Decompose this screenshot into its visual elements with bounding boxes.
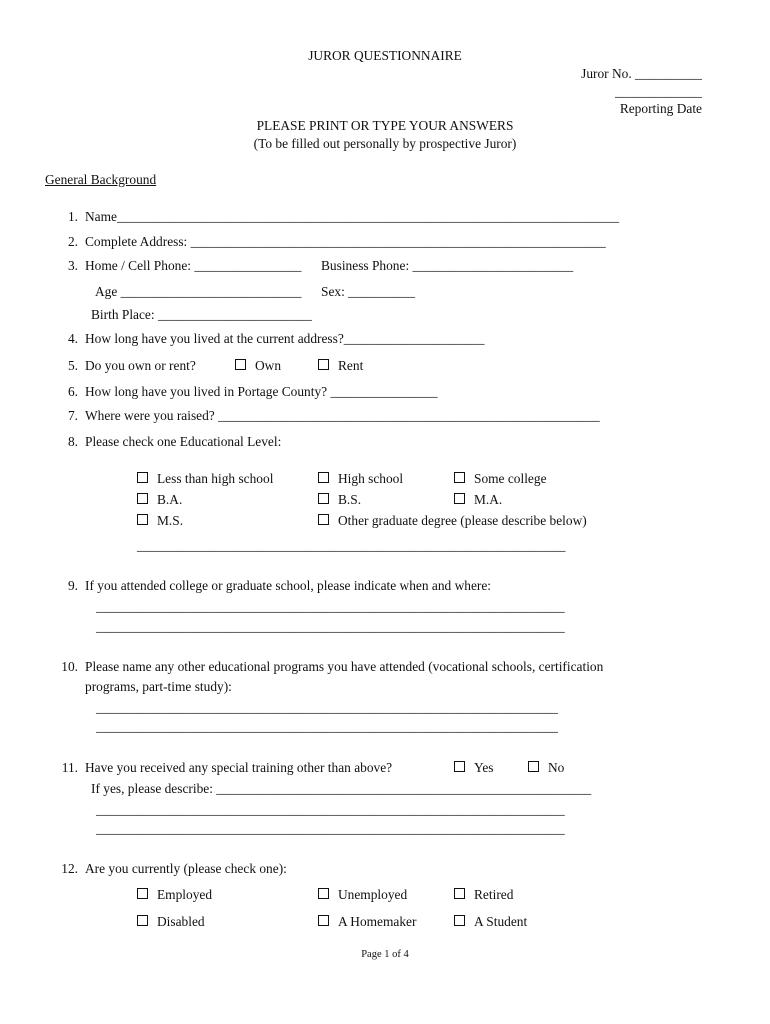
q12-number: 12. — [61, 861, 78, 876]
q5-own-option[interactable]: Own — [235, 358, 281, 374]
checkbox-rent[interactable] — [318, 359, 329, 370]
checkbox[interactable] — [137, 915, 148, 926]
q11-describe-field[interactable]: If yes, please describe: ________________________________________________________ — [91, 781, 592, 796]
q12-question: Are you currently (please check one): — [85, 861, 287, 876]
reporting-date-line[interactable]: _____________ — [614, 84, 702, 99]
checkbox[interactable] — [137, 888, 148, 899]
q3-birth-place-field[interactable]: Birth Place: _______________________ — [91, 307, 312, 322]
q9-answer-line-1[interactable]: ______________________________________________________________________ — [96, 599, 565, 614]
q3-business-phone-field[interactable]: Business Phone: ________________________ — [321, 258, 574, 273]
q11-number: 11. — [61, 760, 78, 775]
q3-age-field[interactable]: Age ___________________________ — [95, 284, 302, 299]
q1-name-field[interactable]: Name___________________________________________________________________________ — [85, 209, 620, 224]
q11-answer-line-1[interactable]: ______________________________________________________________________ — [96, 802, 565, 817]
q10-question-line-1: Please name any other educational programs you have attended (vocational schools, certification — [85, 659, 604, 674]
q11-no-option[interactable]: No — [528, 760, 564, 776]
q5-number: 5. — [67, 358, 78, 373]
checkbox[interactable] — [137, 514, 148, 525]
q6-number: 6. — [67, 384, 78, 399]
edu-option-other-graduate[interactable]: Other graduate degree (please describe below) — [318, 513, 587, 529]
checkbox[interactable] — [454, 915, 465, 926]
checkbox[interactable] — [137, 472, 148, 483]
checkbox[interactable] — [318, 888, 329, 899]
document-title: JUROR QUESTIONNAIRE — [308, 48, 462, 63]
edu-option-high-school[interactable]: High school — [318, 471, 403, 487]
checkbox-no[interactable] — [528, 761, 539, 772]
checkbox[interactable] — [318, 915, 329, 926]
q10-answer-line-1[interactable]: _____________________________________________________________________ — [96, 700, 558, 715]
employment-option-homemaker[interactable]: A Homemaker — [318, 914, 416, 930]
q5-rent-option[interactable]: Rent — [318, 358, 363, 374]
q10-question-line-2: programs, part-time study): — [85, 679, 232, 694]
q6-county-duration-field[interactable]: How long have you lived in Portage County? ________________ — [85, 384, 438, 399]
edu-option-less-than-high-school[interactable]: Less than high school — [137, 471, 273, 487]
q2-number: 2. — [67, 234, 78, 249]
q10-number: 10. — [61, 659, 78, 674]
q4-number: 4. — [67, 331, 78, 346]
q8-question: Please check one Educational Level: — [85, 434, 282, 449]
edu-option-ms[interactable]: M.S. — [137, 513, 183, 529]
employment-option-employed[interactable]: Employed — [137, 887, 212, 903]
reporting-date-label: Reporting Date — [619, 101, 702, 116]
checkbox[interactable] — [454, 472, 465, 483]
checkbox[interactable] — [454, 888, 465, 899]
checkbox[interactable] — [137, 493, 148, 504]
employment-option-disabled[interactable]: Disabled — [137, 914, 205, 930]
q9-answer-line-2[interactable]: ______________________________________________________________________ — [96, 619, 565, 634]
q3-home-phone-field[interactable]: Home / Cell Phone: ________________ — [85, 258, 302, 273]
section-general-background: General Background — [45, 172, 157, 187]
checkbox[interactable] — [318, 514, 329, 525]
q8-describe-line[interactable]: ________________________________________________________________ — [137, 538, 566, 553]
q4-residence-duration-field[interactable]: How long have you lived at the current address?_____________________ — [85, 331, 485, 346]
checkbox[interactable] — [454, 493, 465, 504]
q2-address-field[interactable]: Complete Address: ______________________________________________________________ — [85, 234, 606, 249]
q7-raised-field[interactable]: Where were you raised? _________________________________________________________ — [85, 408, 600, 423]
q3-sex-field[interactable]: Sex: __________ — [321, 284, 416, 299]
q5-question: Do you own or rent? — [85, 358, 196, 373]
q1-number: 1. — [67, 209, 78, 224]
q9-number: 9. — [67, 578, 78, 593]
q11-yes-option[interactable]: Yes — [454, 760, 493, 776]
employment-option-retired[interactable]: Retired — [454, 887, 513, 903]
checkbox-yes[interactable] — [454, 761, 465, 772]
q9-question: If you attended college or graduate school, please indicate when and where: — [85, 578, 492, 593]
q7-number: 7. — [67, 408, 78, 423]
checkbox[interactable] — [318, 493, 329, 504]
checkbox-own[interactable] — [235, 359, 246, 370]
q3-number: 3. — [67, 258, 78, 273]
page-number: Page 1 of 4 — [361, 949, 409, 960]
q11-question: Have you received any special training other than above? — [85, 760, 393, 775]
instruction-heading: PLEASE PRINT OR TYPE YOUR ANSWERS — [256, 118, 514, 133]
q8-number: 8. — [67, 434, 78, 449]
edu-option-some-college[interactable]: Some college — [454, 471, 547, 487]
instruction-subheading: (To be filled out personally by prospective Juror) — [253, 136, 517, 151]
juror-number-field[interactable]: Juror No. __________ — [581, 66, 702, 81]
q11-answer-line-2[interactable]: ______________________________________________________________________ — [96, 821, 565, 836]
checkbox[interactable] — [318, 472, 329, 483]
edu-option-ba[interactable]: B.A. — [137, 492, 182, 508]
q10-answer-line-2[interactable]: _____________________________________________________________________ — [96, 719, 558, 734]
edu-option-ma[interactable]: M.A. — [454, 492, 502, 508]
employment-option-unemployed[interactable]: Unemployed — [318, 887, 407, 903]
employment-option-student[interactable]: A Student — [454, 914, 527, 930]
edu-option-bs[interactable]: B.S. — [318, 492, 361, 508]
